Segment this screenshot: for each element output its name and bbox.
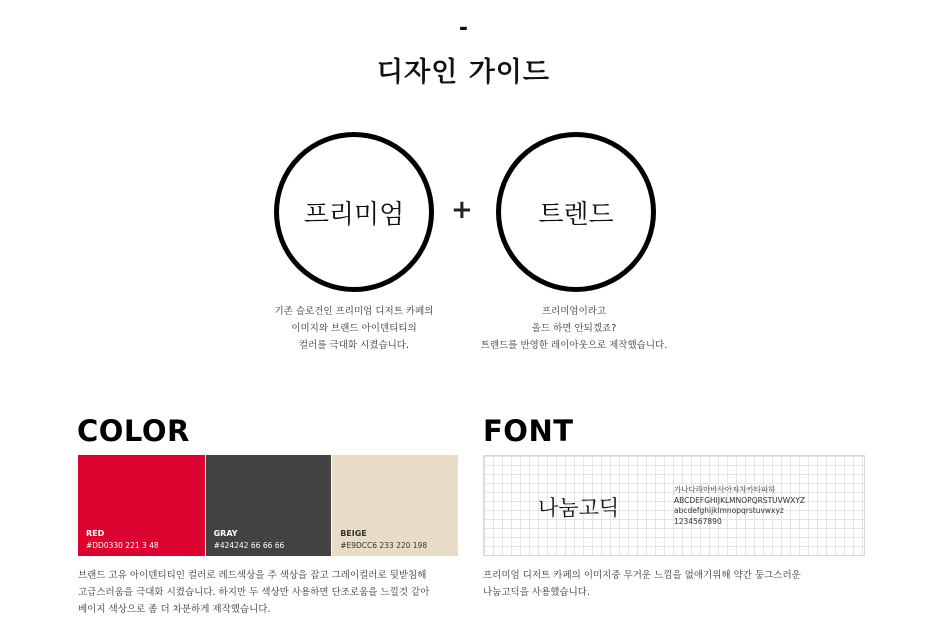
color-swatches — [78, 455, 458, 556]
color-description — [78, 567, 429, 618]
desc-line: 프리미엄이라고 — [541, 306, 607, 317]
title-dash: - — [458, 16, 469, 41]
font-heading: FONT — [483, 414, 574, 448]
sample-line: 1234567890 — [674, 516, 722, 526]
concept-circle-premium — [274, 132, 434, 292]
desc-line: 고급스러움을 극대화 시켰습니다. 하지만 두 색상만 사용하면 단조로움을 느낄것 같아 — [78, 587, 430, 598]
desc-line: 나눔고딕을 사용했습니다. — [483, 587, 590, 598]
concept-label-premium: 프리미엄 — [303, 199, 405, 230]
concept-desc-trend — [454, 303, 694, 354]
concept-circle-trend — [496, 132, 656, 292]
swatch-name: RED — [86, 529, 105, 538]
font-sample — [674, 485, 805, 527]
desc-line: 컬러를 극대화 시켰습니다. — [298, 340, 409, 351]
desc-line: 브랜드 고유 아이덴티티인 컬러로 레드색상을 주 색상을 잡고 그레이컬러로 뒷받침해 — [78, 570, 427, 581]
sample-line: 가나다라마바사아자차카타파하 — [674, 485, 776, 494]
desc-line: 베이지 색상으로 좀 더 차분하게 제작했습니다. — [78, 604, 271, 615]
swatch-name: BEIGE — [340, 529, 367, 538]
sample-line: abcdefghijklmnopqrstuvwxyz — [674, 506, 784, 515]
sample-line: ABCDEFGHIJKLMNOPQRSTUVWXYZ — [674, 495, 806, 505]
swatch-gray — [205, 455, 332, 556]
font-specimen — [483, 455, 865, 556]
font-description — [483, 567, 801, 601]
desc-line: 이미지와 브랜드 아이덴티티의 — [291, 323, 417, 334]
page-title: 디자인 가이드 — [377, 57, 550, 88]
swatch-code: #E9DCC6 233 220 198 — [340, 541, 428, 550]
concept-label-trend: 트렌드 — [538, 199, 614, 230]
swatch-code: #424242 66 66 66 — [213, 541, 285, 550]
desc-line: 올드 하면 안되겠죠? — [531, 323, 617, 334]
font-name: 나눔고딕 — [538, 496, 620, 520]
swatch-red — [78, 455, 205, 556]
swatch-name: GRAY — [213, 529, 238, 538]
desc-line: 트렌드를 반영한 레이아웃으로 제작했습니다. — [480, 340, 668, 351]
swatch-code: #DD0330 221 3 48 — [86, 541, 159, 550]
color-heading: COLOR — [77, 414, 190, 448]
swatch-beige — [331, 455, 458, 556]
concept-desc-premium — [234, 303, 474, 354]
desc-line: 프리미엄 디저트 카페의 이미지중 무거운 느낌을 없애기위해 약간 둥그스러운 — [483, 570, 801, 581]
desc-line: 기존 슬로건인 프리미엄 디저트 카페의 — [274, 306, 434, 317]
plus-sign: + — [451, 195, 473, 225]
